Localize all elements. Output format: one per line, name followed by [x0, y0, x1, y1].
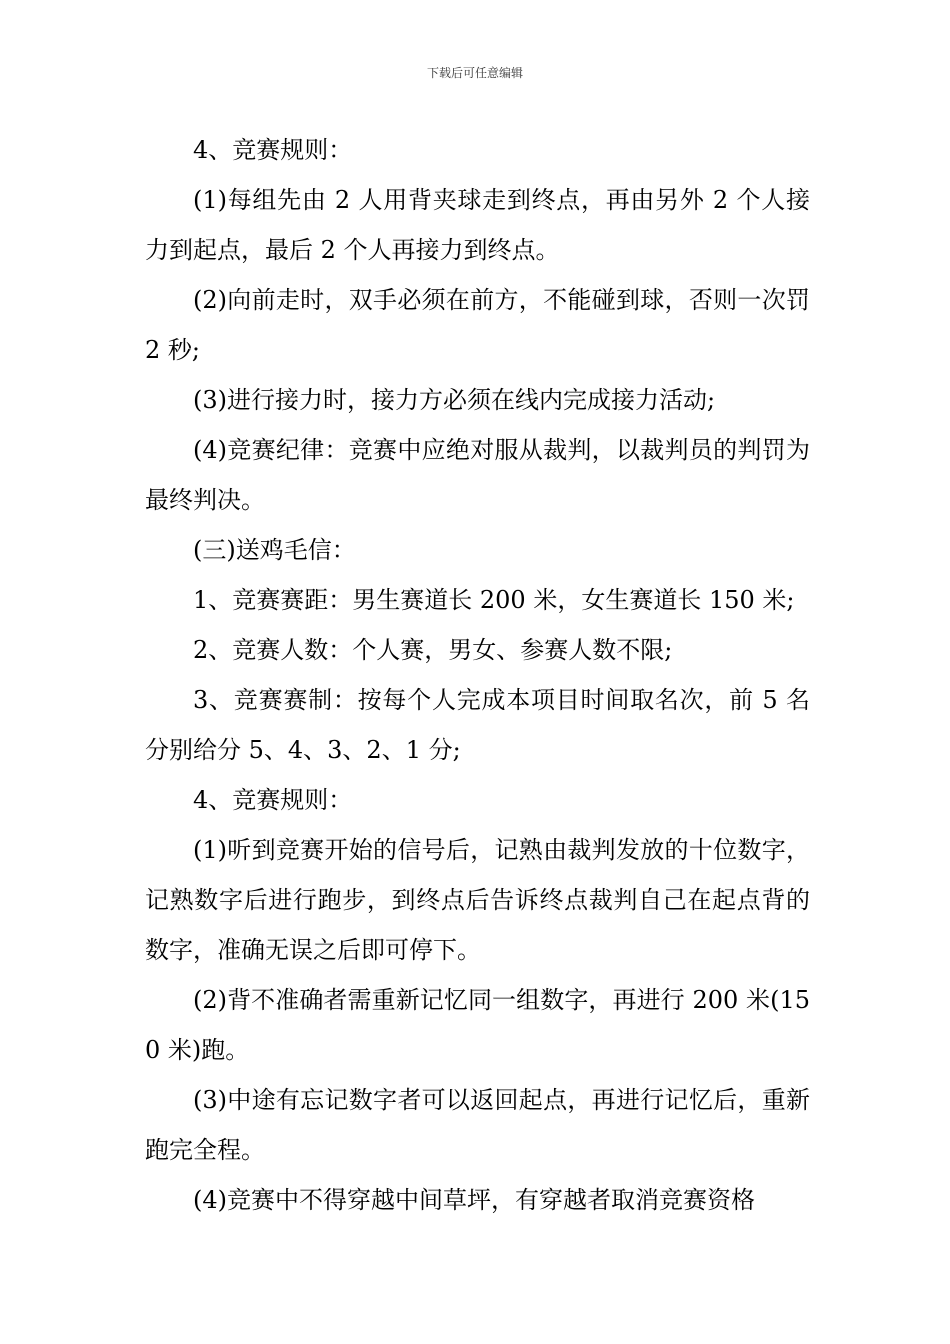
- paragraph: (4)竞赛中不得穿越中间草坪，有穿越者取消竞赛资格: [193, 1186, 755, 1214]
- paragraph: 3、竞赛赛制：按每个人完成本项目时间取名次，前 5 名分别给分 5、4、3、2、1 分;: [145, 686, 810, 764]
- paragraph: (2)向前走时，双手必须在前方，不能碰到球，否则一次罚 2 秒;: [145, 286, 810, 364]
- paragraph: (2)背不准确者需重新记忆同一组数字，再进行 200 米(150 米)跑。: [145, 986, 810, 1064]
- document-body: [145, 125, 810, 1225]
- paragraph: 4、竞赛规则：: [193, 786, 353, 814]
- paragraph: (4)竞赛纪律：竞赛中应绝对服从裁判，以裁判员的判罚为最终判决。: [145, 436, 810, 514]
- section-heading: (三)送鸡毛信：: [193, 536, 356, 564]
- paragraph: 1、竞赛赛距：男生赛道长 200 米，女生赛道长 150 米;: [193, 586, 795, 614]
- page-header: 下载后可任意编辑: [426, 66, 523, 80]
- paragraph: (1)听到竞赛开始的信号后，记熟由裁判发放的十位数字，记熟数字后进行跑步，到终点后告诉终点裁判自己在起点背的数字，准确无误之后即可停下。: [145, 836, 810, 964]
- paragraph: (3)进行接力时，接力方必须在线内完成接力活动;: [193, 386, 716, 414]
- paragraph: 2、竞赛人数：个人赛，男女、参赛人数不限;: [193, 636, 673, 664]
- paragraph: (1)每组先由 2 人用背夹球走到终点，再由另外 2 个人接力到起点，最后 2 个人再接力到终点。: [145, 186, 810, 264]
- paragraph: 4、竞赛规则：: [193, 136, 353, 164]
- paragraph: (3)中途有忘记数字者可以返回起点，再进行记忆后，重新跑完全程。: [145, 1086, 810, 1164]
